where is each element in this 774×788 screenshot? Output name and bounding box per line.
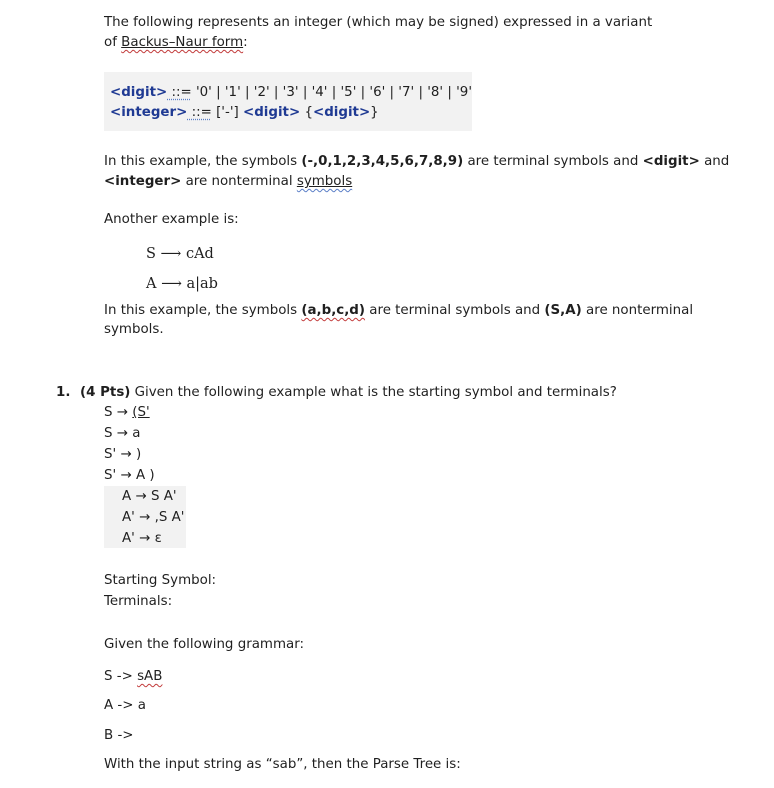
production-s xyxy=(146,245,214,263)
rule-3: S' → ) xyxy=(104,447,142,462)
arrow-icon: → xyxy=(139,510,151,525)
integer-brace-close: } xyxy=(370,105,379,120)
integer-digit-ref: <digit> xyxy=(242,105,301,120)
grammar2-rule-s-lhs: S -> xyxy=(104,669,138,684)
digit-alternatives: '0' | '1' | '2' | '3' | '4' | '5' | '6' | '7' | '8' | '9' xyxy=(191,85,472,100)
integer-operator: ::= xyxy=(187,105,212,120)
explain2-line-2: symbols. xyxy=(104,322,164,337)
integer-brace-open: { xyxy=(300,105,313,120)
production-a xyxy=(146,275,218,293)
arrow-icon: → xyxy=(120,447,132,462)
bnf-integer-rule xyxy=(110,104,379,122)
question-number: 1. xyxy=(56,385,71,400)
digit-operator: ::= xyxy=(167,85,192,100)
grammar2-rule-a: A -> a xyxy=(104,698,146,713)
prod2-lhs: A xyxy=(146,276,157,292)
explain2-text-c: are terminal symbols and xyxy=(365,303,545,318)
integer-nonterminal: <integer> xyxy=(110,105,188,120)
explain2-line-1 xyxy=(104,302,693,320)
explain1-terminals: (-,0,1,2,3,4,5,6,7,8,9) xyxy=(301,154,464,169)
explain1-text-g: are nonterminal xyxy=(181,174,297,189)
arrow-icon: → xyxy=(120,468,132,483)
arrow-icon: → xyxy=(116,405,128,420)
intro-line-1: The following represents an integer (which may be signed) expressed in a variant xyxy=(104,15,653,30)
integer-digit-ref-2: <digit> xyxy=(312,105,371,120)
starting-symbol-label: Starting Symbol: xyxy=(104,573,217,588)
explain1-text-c: are terminal symbols and xyxy=(463,154,643,169)
long-arrow-icon: ⟶ xyxy=(160,246,182,262)
grammar2-rule-s xyxy=(104,668,162,686)
another-example-label: Another example is: xyxy=(104,212,239,227)
prod1-lhs: S xyxy=(146,246,156,262)
digit-nonterminal: <digit> xyxy=(110,85,168,100)
explain1-line-2 xyxy=(104,173,352,191)
question-prompt: Given the following example what is the starting symbol and terminals? xyxy=(130,385,617,400)
prod1-rhs: cAd xyxy=(185,246,214,262)
arrow-icon: → xyxy=(116,426,128,441)
rule-2: S → a xyxy=(104,426,141,441)
intro-line-2 xyxy=(104,34,248,52)
explain2-terminals: (a,b,c,d) xyxy=(301,303,366,318)
bnf-link-text: Backus–Naur form xyxy=(121,35,244,50)
parse-tree-prompt: With the input string as “sab”, then the Parse Tree is: xyxy=(104,757,461,772)
question-text xyxy=(80,384,617,402)
question-points: (4 Pts) xyxy=(80,385,131,400)
explain1-symbols: symbols xyxy=(296,174,353,189)
arrow-icon: → xyxy=(139,531,151,546)
integer-sign: ['-'] xyxy=(211,105,243,120)
explain1-text-e: and xyxy=(699,154,730,169)
explain1-text-a: In this example, the symbols xyxy=(104,154,302,169)
explain2-text-e: are nonterminal xyxy=(581,303,694,318)
explain1-integer: <integer> xyxy=(104,174,182,189)
grammar2-rule-s-rhs: sAB xyxy=(137,669,163,684)
explain1-line-1 xyxy=(104,153,729,171)
explain1-digit: <digit> xyxy=(642,154,700,169)
explain2-nonterminals: (S,A) xyxy=(544,303,582,318)
rule-4: S' → A ) xyxy=(104,468,155,483)
rule-1: S → (S' xyxy=(104,405,150,420)
long-arrow-icon: ⟶ xyxy=(161,276,182,292)
intro-of: of xyxy=(104,35,122,50)
rule-5: A → S A' xyxy=(122,489,177,504)
grammar2-intro: Given the following grammar: xyxy=(104,637,304,652)
bnf-digit-rule xyxy=(110,84,472,102)
explain2-text-a: In this example, the symbols xyxy=(104,303,302,318)
prod2-rhs: a|ab xyxy=(186,276,218,292)
arrow-icon: → xyxy=(135,489,147,504)
terminals-label: Terminals: xyxy=(104,594,173,609)
grammar2-rule-b: B -> xyxy=(104,728,134,743)
rule-6: A' → ,S A' xyxy=(122,510,185,525)
rule-7: A' → ε xyxy=(122,531,162,546)
intro-colon: : xyxy=(243,35,248,50)
